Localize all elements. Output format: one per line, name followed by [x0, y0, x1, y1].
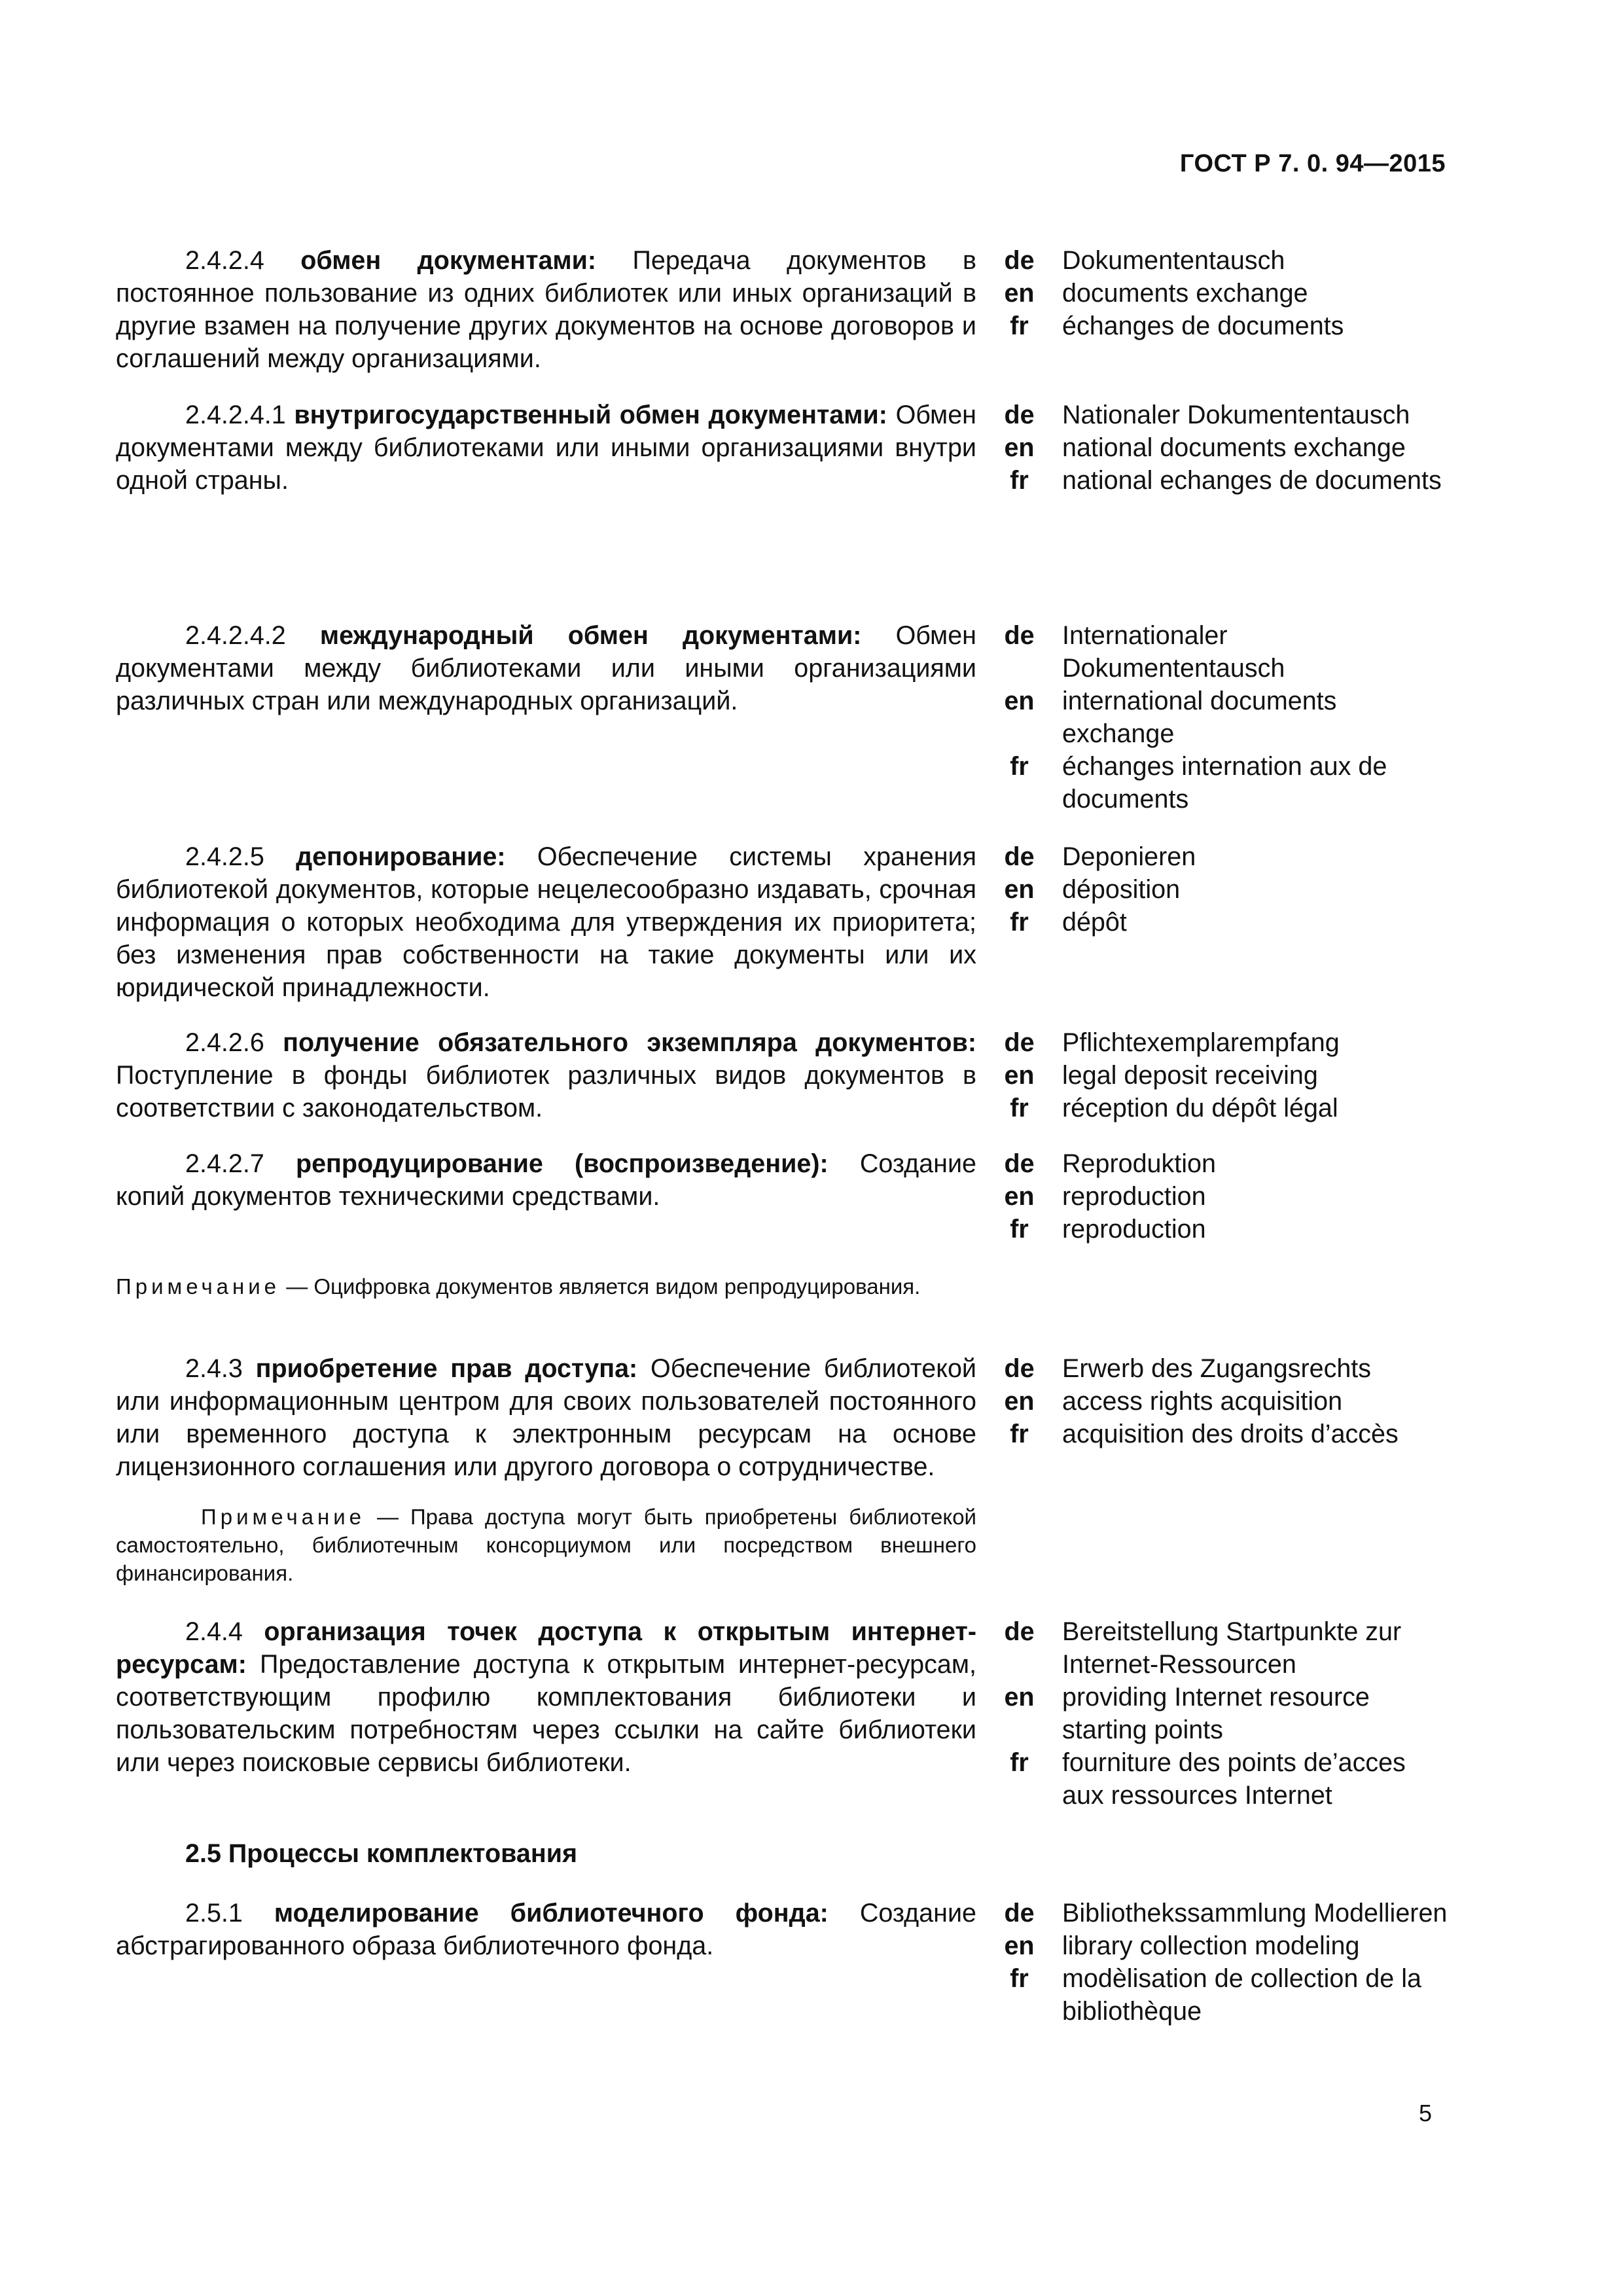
- lang-code-en: en: [1004, 1387, 1035, 1416]
- term-translations: [1004, 619, 1451, 816]
- lang-code-en: en: [1004, 433, 1035, 462]
- translation-de: Internationaler Dokumententausch: [1062, 621, 1285, 683]
- term-definition-text: Обеспечение системы хранения библиотекой документов, которые нецелесообразно издавать, срочная информация о которых необходима для утверждения их приоритета; без изменения прав собственности на такие документы или их юридической принадлежности.: [116, 842, 976, 1002]
- lang-code-fr: fr: [1010, 466, 1029, 495]
- lang-code-fr: fr: [1010, 1420, 1029, 1448]
- translation-en: access rights acquisition: [1062, 1387, 1343, 1416]
- translation-fr: modèlisation de collection de la bibliothèque: [1062, 1964, 1421, 2026]
- section-title: 2.5 Процессы комплектования: [185, 1839, 578, 1868]
- term-translations: [1004, 1897, 1451, 2028]
- term-translations: [1004, 840, 1451, 1004]
- term-definition-text: Создание копий документов техническими средствами.: [116, 1149, 976, 1211]
- translation-de: Reproduktion: [1062, 1149, 1216, 1178]
- term-definition-text: Обмен документами между библиотеками или иными организациями различных стран или международных организаций.: [116, 621, 976, 715]
- translation-en: providing Internet resource starting points: [1062, 1683, 1370, 1744]
- term-number: 2.5.1: [185, 1899, 243, 1928]
- term-name: международный обмен документами:: [319, 621, 862, 650]
- term-definition: [116, 619, 976, 816]
- term-entry: [116, 619, 1451, 816]
- translation-fr: acquisition des droits d’accès: [1062, 1420, 1399, 1448]
- term-translations: [1004, 244, 1451, 375]
- translation-de: Deponieren: [1062, 842, 1196, 871]
- term-entry: [116, 1352, 1451, 1483]
- lang-code-fr: fr: [1010, 1748, 1029, 1777]
- lang-code-de: de: [1004, 1899, 1035, 1928]
- document-code-header: ГОСТ Р 7. 0. 94—2015: [1179, 150, 1446, 177]
- translation-fr: fourniture des points de’acces aux ressources Internet: [1062, 1748, 1406, 1810]
- note-block: [116, 1503, 976, 1587]
- translation-de: Bereitstellung Startpunkte zur Internet-Ressourcen: [1062, 1617, 1402, 1679]
- lang-code-en: en: [1004, 279, 1035, 308]
- term-number: 2.4.2.6: [185, 1028, 264, 1057]
- term-number: 2.4.2.7: [185, 1149, 264, 1178]
- term-number: 2.4.2.5: [185, 842, 264, 871]
- term-definition-text: Обмен документами между библиотеками или иными организациями внутри одной страны.: [116, 401, 976, 495]
- lang-code-de: de: [1004, 1149, 1035, 1178]
- lang-code-en: en: [1004, 1931, 1035, 1960]
- term-name: моделирование библиотечного фонда:: [274, 1899, 829, 1928]
- lang-code-fr: fr: [1010, 908, 1029, 937]
- term-name: репродуцирование (воспроизведение):: [295, 1149, 829, 1178]
- note-text: — Оцифровка документов является видом репродуцирования.: [286, 1274, 921, 1299]
- term-definition: [116, 1026, 976, 1124]
- lang-code-en: en: [1004, 1182, 1035, 1211]
- term-entry: [116, 840, 1451, 1004]
- page-number: 5: [1418, 2100, 1432, 2126]
- term-entry: [116, 1026, 1451, 1124]
- translation-en: déposition: [1062, 875, 1181, 904]
- translation-en: library collection modeling: [1062, 1931, 1360, 1960]
- term-number: 2.4.2.4.2: [185, 621, 286, 650]
- lang-code-de: de: [1004, 1028, 1035, 1057]
- term-number: 2.4.3: [185, 1354, 243, 1383]
- term-name: депонирование:: [296, 842, 506, 871]
- translation-en: national documents exchange: [1062, 433, 1406, 462]
- translation-en: documents exchange: [1062, 279, 1308, 308]
- term-definition: [116, 1147, 976, 1246]
- term-entry: [116, 1147, 1451, 1246]
- term-entry: [116, 1897, 1451, 2028]
- term-name: внутригосударственный обмен документами:: [294, 401, 887, 429]
- lang-code-de: de: [1004, 401, 1035, 429]
- term-number: 2.4.4: [185, 1617, 243, 1646]
- term-number: 2.4.2.4: [185, 246, 264, 275]
- translation-de: Dokumententausch: [1062, 246, 1285, 275]
- term-translations: [1004, 1147, 1451, 1246]
- term-entry: [116, 1615, 1451, 1812]
- lang-code-fr: fr: [1010, 1094, 1029, 1122]
- term-translations: [1004, 399, 1451, 497]
- term-definition-text: Обеспечение библиотекой или информационным центром для своих пользователей постоянного или временного доступа к электронным ресурсам на основе лицензионного соглашения или другого договора о сотрудничестве.: [116, 1354, 976, 1481]
- term-translations: [1004, 1352, 1451, 1483]
- term-name: обмен документами:: [300, 246, 597, 275]
- term-entry: [116, 399, 1451, 497]
- note-block: [116, 1272, 976, 1300]
- term-definition: [116, 399, 976, 497]
- translation-fr: dépôt: [1062, 908, 1127, 937]
- term-definition-text: Создание абстрагированного образа библиотечного фонда.: [116, 1899, 976, 1960]
- lang-code-en: en: [1004, 687, 1035, 715]
- lang-code-de: de: [1004, 1617, 1035, 1646]
- lang-code-fr: fr: [1010, 752, 1029, 781]
- lang-code-de: de: [1004, 621, 1035, 650]
- lang-code-fr: fr: [1010, 312, 1029, 340]
- term-definition: [116, 1352, 976, 1483]
- lang-code-en: en: [1004, 875, 1035, 904]
- term-definition: [116, 840, 976, 1004]
- lang-code-fr: fr: [1010, 1964, 1029, 1993]
- term-number: 2.4.2.4.1: [185, 401, 286, 429]
- translation-en: legal deposit receiving: [1062, 1061, 1318, 1090]
- term-translations: [1004, 1615, 1451, 1812]
- term-name: организация точек доступа к открытым интернет-ресурсам:: [116, 1617, 976, 1679]
- lang-code-de: de: [1004, 1354, 1035, 1383]
- translation-de: Nationaler Dokumententausch: [1062, 401, 1410, 429]
- term-definition-text: Передача документов в постоянное пользование из одних библиотек или иных организаций в другие взамен на получение других документов на основе договоров и соглашений между организациями.: [116, 246, 976, 373]
- note-label: Примечание: [201, 1505, 366, 1529]
- note-text: — Права доступа могут быть приобретены библиотекой самостоятельно, библиотечным консорциумом или посредством внешнего финансирования.: [116, 1505, 976, 1585]
- term-name: приобретение прав доступа:: [255, 1354, 638, 1383]
- translation-en: reproduction: [1062, 1182, 1206, 1211]
- term-definition: [116, 1897, 976, 2028]
- translation-fr: échanges internation aux de documents: [1062, 752, 1387, 814]
- lang-code-en: en: [1004, 1061, 1035, 1090]
- lang-code-en: en: [1004, 1683, 1035, 1712]
- term-definition-text: Поступление в фонды библиотек различных видов документов в соответствии с законодательством.: [116, 1061, 976, 1122]
- term-definition: [116, 244, 976, 375]
- note-label: Примечание: [116, 1274, 281, 1299]
- translation-de: Pflichtexemplarempfang: [1062, 1028, 1340, 1057]
- translation-fr: national echanges de documents: [1062, 466, 1442, 495]
- lang-code-fr: fr: [1010, 1215, 1029, 1244]
- term-entry: [116, 244, 1451, 375]
- term-definition: [116, 1615, 976, 1812]
- term-name: получение обязательного экземпляра документов:: [283, 1028, 976, 1057]
- translation-de: Erwerb des Zugangsrechts: [1062, 1354, 1372, 1383]
- translation-fr: réception du dépôt légal: [1062, 1094, 1338, 1122]
- translation-fr: échanges de documents: [1062, 312, 1344, 340]
- lang-code-de: de: [1004, 246, 1035, 275]
- translation-de: Bibliothekssammlung Modellieren: [1062, 1899, 1448, 1928]
- translation-en: international documents exchange: [1062, 687, 1337, 748]
- translation-fr: reproduction: [1062, 1215, 1206, 1244]
- lang-code-de: de: [1004, 842, 1035, 871]
- term-translations: [1004, 1026, 1451, 1124]
- term-definition-text: Предоставление доступа к открытым интернет-ресурсам, соответствующим профилю комплектования библиотеки и пользовательским потребностям через ссылки на сайте библиотеки или через поисковые сервисы библиотеки.: [116, 1650, 976, 1777]
